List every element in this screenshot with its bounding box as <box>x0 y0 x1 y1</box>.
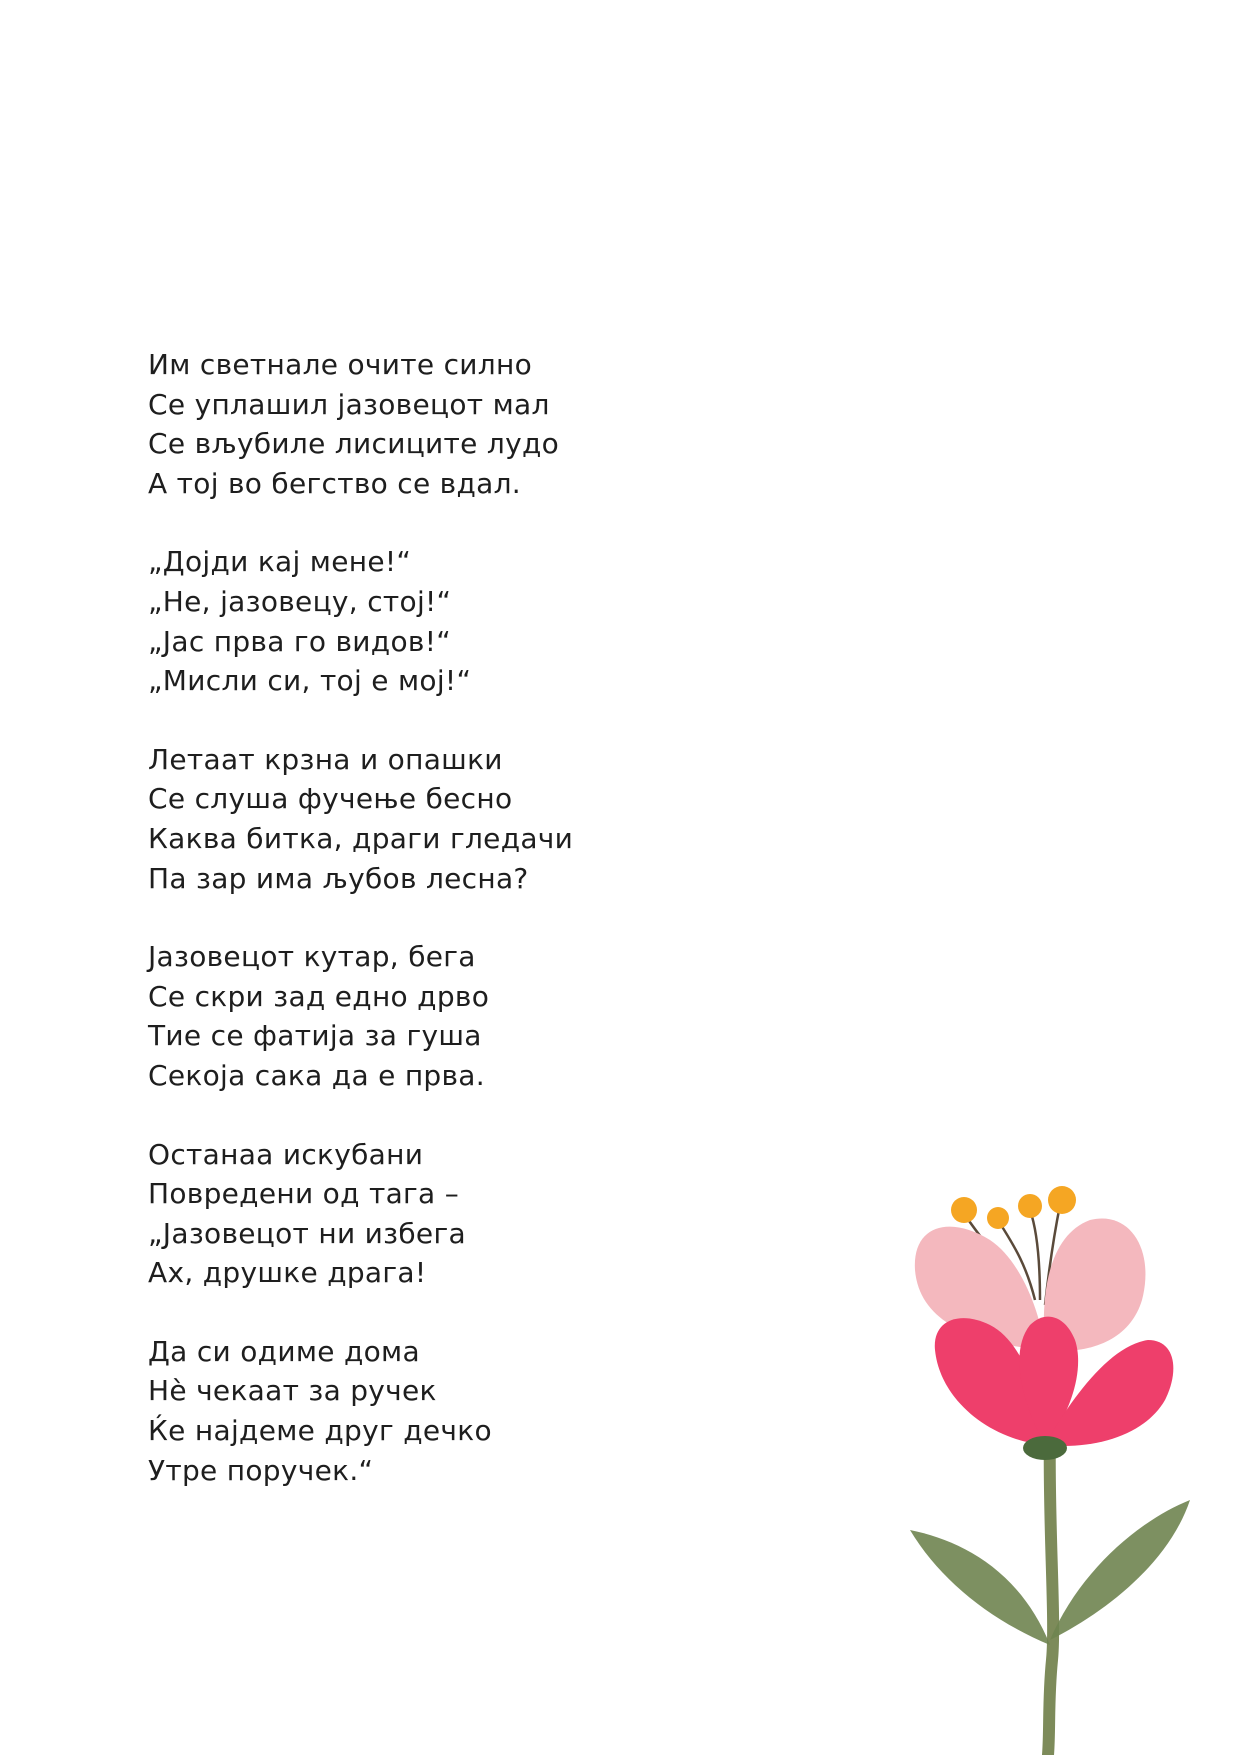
flower-icon <box>880 1100 1200 1755</box>
poem-line: Нè чекаат за ручек <box>148 1374 437 1408</box>
stanza <box>148 1332 848 1490</box>
stanza <box>148 345 848 503</box>
poem <box>148 345 848 1529</box>
poem-line: Останаа искубани <box>148 1137 424 1171</box>
poem-line: Се слуша фучење бесно <box>148 782 513 816</box>
poem-line: Јазовецот кутар, бега <box>148 940 476 974</box>
poem-line: Секоја сака да е прва. <box>148 1058 485 1092</box>
poem-line: „Јазовецот ни избега <box>148 1216 466 1250</box>
poem-line: „Не, јазовецу, стој!“ <box>148 584 452 618</box>
poem-line: Каква битка, драги гледачи <box>148 821 574 855</box>
poem-line: „Јас прва го видов!“ <box>148 624 452 658</box>
poem-line: Се скри зад едно дрво <box>148 979 490 1013</box>
poem-line: Летаат крзна и опашки <box>148 742 503 776</box>
poem-line: Ќе најдеме друг дечко <box>148 1414 492 1448</box>
poem-line: Повредени од тага – <box>148 1177 460 1211</box>
poem-line: Утре поручек.“ <box>148 1453 374 1487</box>
poem-line: Ах, друшке драга! <box>148 1256 427 1290</box>
stanza <box>148 740 848 898</box>
poem-line: Тие се фатија за гуша <box>148 1019 482 1053</box>
leaf-right <box>1050 1500 1190 1640</box>
poem-line: „Мисли си, тој е мој!“ <box>148 664 472 698</box>
flower-base <box>1023 1436 1067 1460</box>
poem-line: Се вљубиле лисиците лудо <box>148 427 560 461</box>
poem-line: Се уплашил јазовецот мал <box>148 387 550 421</box>
poem-line: „Дојди кај мене!“ <box>148 545 412 579</box>
poem-line: Им светнале очите силно <box>148 348 533 381</box>
stanza <box>148 937 848 1095</box>
poem-line: Па зар има љубов лесна? <box>148 861 529 895</box>
stanza <box>148 542 848 700</box>
leaf-left <box>910 1530 1050 1645</box>
stanza <box>148 1135 848 1293</box>
poem-line: Да си одиме дома <box>148 1334 420 1368</box>
poem-line: А тој во бегство се вдал. <box>148 466 521 500</box>
stem <box>1048 1430 1053 1755</box>
